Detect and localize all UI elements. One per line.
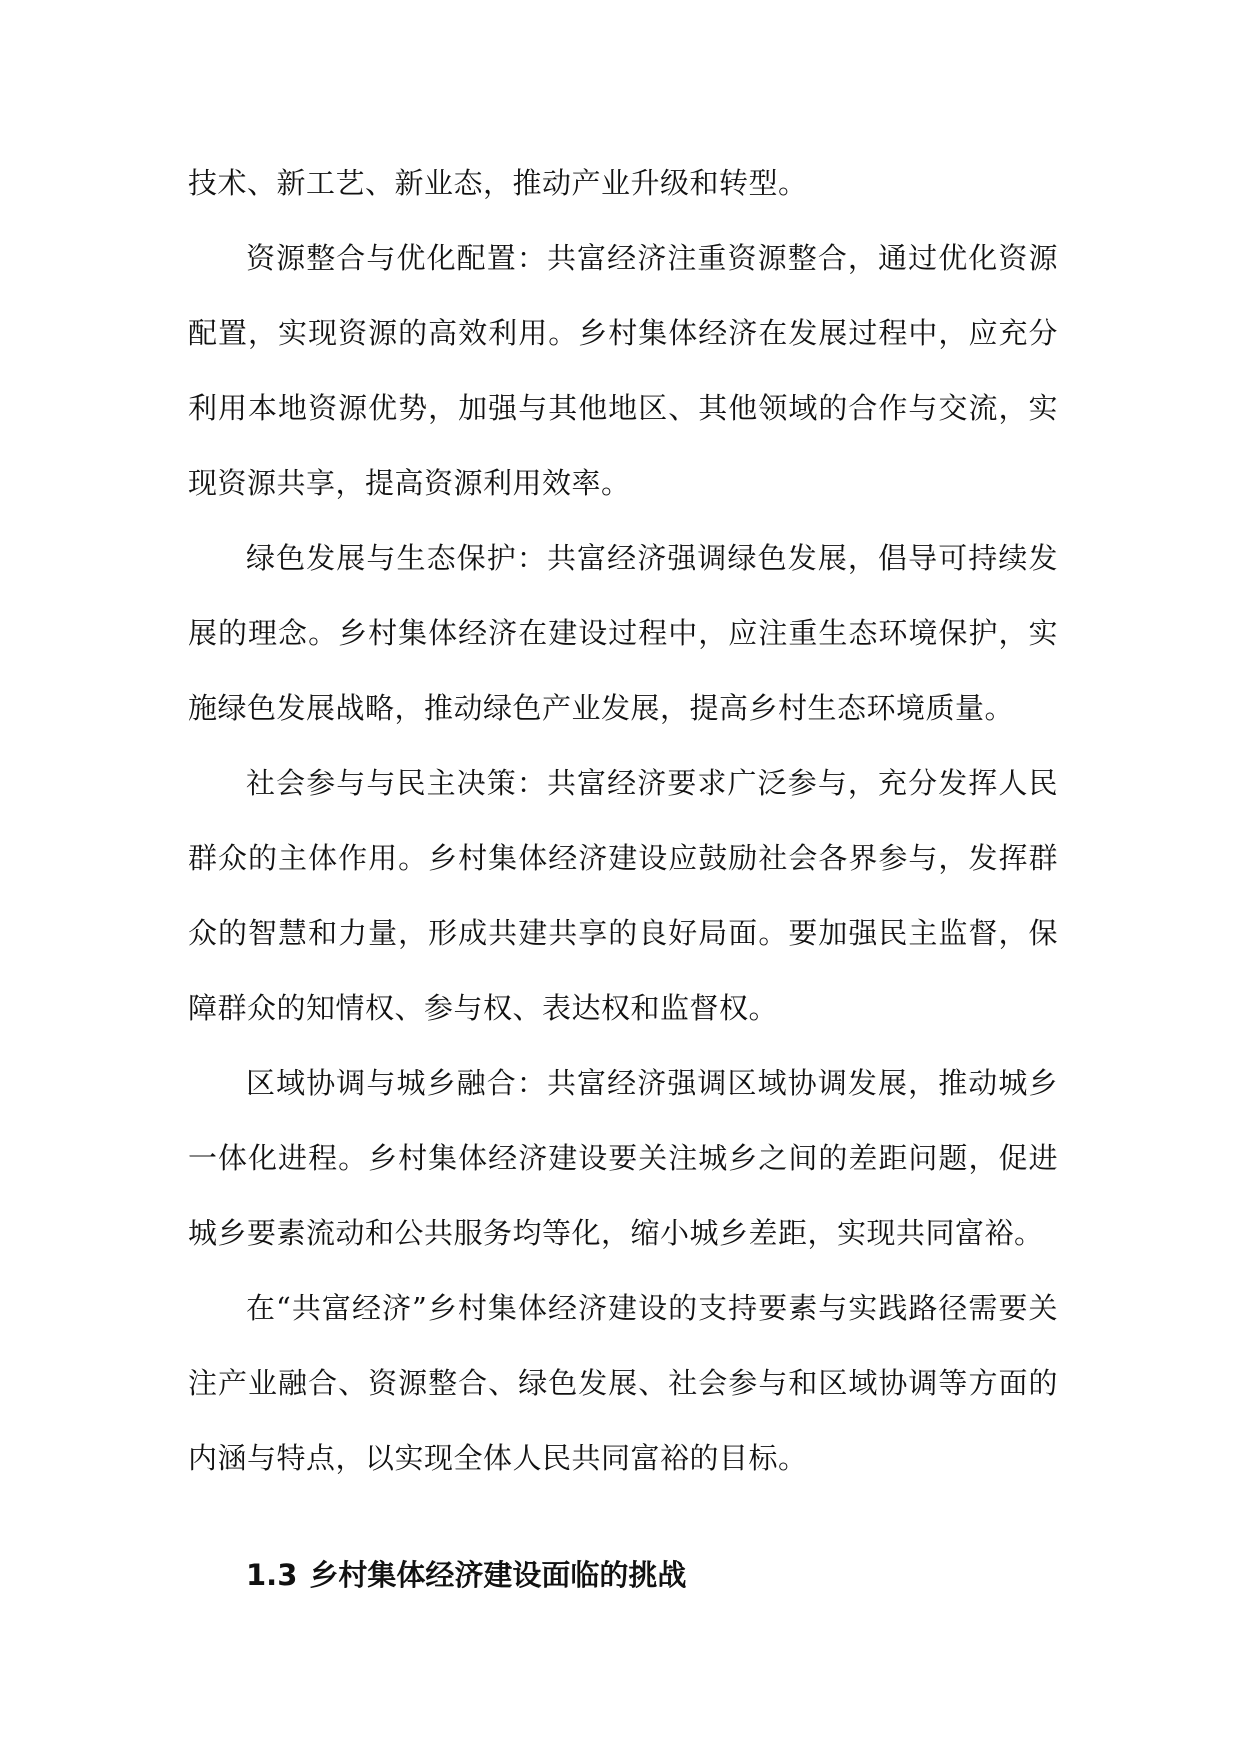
- body-text: [188, 146, 1058, 1496]
- section-number: 1.3: [246, 1558, 298, 1592]
- paragraph-summary: 在“共富经济”乡村集体经济建设的支持要素与实践路径需要关注产业融合、资源整合、绿色发展、社会参与和区域协调等方面的内涵与特点，以实现全体人民共同富裕的目标。: [188, 1291, 1058, 1475]
- paragraph-regional-coordination: 区域协调与城乡融合：共富经济强调区域协调发展，推动城乡一体化进程。乡村集体经济建设要关注城乡之间的差距问题，促进城乡要素流动和公共服务均等化，缩小城乡差距，实现共同富裕。: [188, 1066, 1058, 1250]
- paragraph-green-development: 绿色发展与生态保护：共富经济强调绿色发展，倡导可持续发展的理念。乡村集体经济在建设过程中，应注重生态环境保护，实施绿色发展战略，推动绿色产业发展，提高乡村生态环境质量。: [188, 541, 1058, 725]
- paragraph-social-participation: 社会参与与民主决策：共富经济要求广泛参与，充分发挥人民群众的主体作用。乡村集体经济建设应鼓励社会各界参与，发挥群众的智慧和力量，形成共建共享的良好局面。要加强民主监督，保障群众的知情权、参与权、表达权和监督权。: [188, 766, 1058, 1025]
- section-title: 乡村集体经济建设面临的挑战: [309, 1558, 687, 1592]
- paragraph-continuation: 技术、新工艺、新业态，推动产业升级和转型。: [188, 166, 808, 200]
- paragraph-resource-integration: 资源整合与优化配置：共富经济注重资源整合，通过优化资源配置，实现资源的高效利用。乡村集体经济在发展过程中，应充分利用本地资源优势，加强与其他地区、其他领域的合作与交流，实现资源共享，提高资源利用效率。: [188, 241, 1058, 500]
- section-heading: [246, 1555, 686, 1595]
